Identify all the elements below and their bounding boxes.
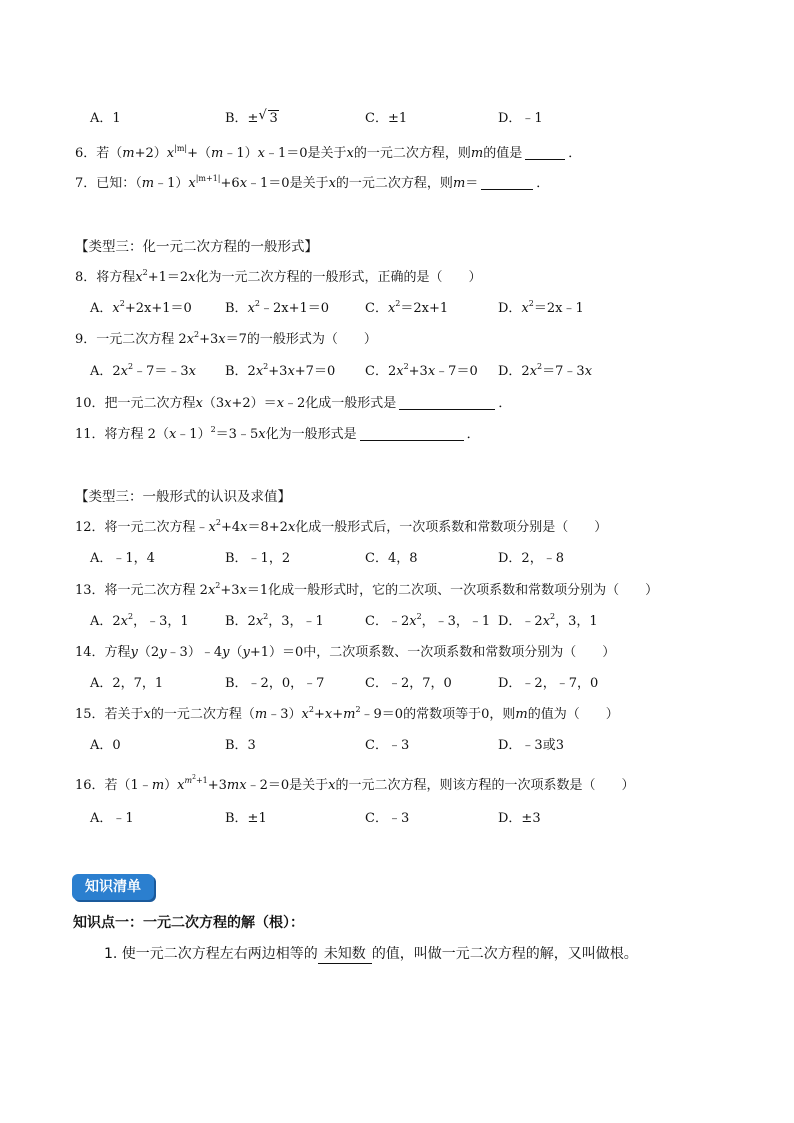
var-x: x [168,427,177,442]
var-x: x [239,176,248,191]
q5-option-d[interactable]: D．﹣1 [498,111,543,126]
q6-text: +（ [187,146,212,161]
q15-option-b[interactable]: B．3 [225,738,256,753]
var-y: y [159,645,167,660]
q11-answer-blank[interactable] [360,426,464,441]
kp-text: 的值，叫做一元二次方程的解，又叫做根。 [371,946,638,962]
q5-option-a[interactable]: A．1 [90,111,121,126]
q12-option-c[interactable]: C．4，8 [365,551,418,566]
knowledge-point-title: 知识点一：一元二次方程的解（根）： [73,915,304,931]
var-x: x [387,301,396,316]
var-x: x [287,520,296,535]
q6-text: ． [568,146,582,161]
option-text: ，﹣3，1 [133,614,189,629]
var-mx: mx [226,778,247,793]
exponent: 2 [215,518,221,527]
q11-text: ＝3﹣5 [215,427,259,442]
q16-text: ﹣2＝0是关于 [246,778,329,793]
option-text: +3 [408,364,428,379]
q14-text: （ [229,645,243,660]
option-text: ＝2x﹣1 [533,301,584,316]
q14-option-a[interactable]: A．2，7，1 [90,676,164,691]
section-heading [0,487,794,507]
q16-text: 的一元二次方程，则该方程的一次项系数是（ ） [335,778,635,793]
q9-option-a[interactable] [90,362,196,382]
var-x: x [188,176,196,191]
question-13 [0,581,794,601]
var-x: x [584,364,593,379]
question-10 [0,394,794,414]
q12-text: +4 [220,520,241,535]
q12-options [0,549,794,569]
exponent: 2 [416,612,422,621]
var-x: x [521,301,529,316]
var-x: x [328,176,336,191]
var-x: x [135,270,143,285]
q15-text: + [332,707,344,722]
exponent: 2 [537,362,543,371]
q5-option-b[interactable] [225,109,279,129]
q9-option-c[interactable] [365,362,478,382]
q14-option-d[interactable]: D．﹣2，﹣7，0 [498,676,599,691]
q13-text: ＝1化成一般形式时，它的二次项、一次项系数和常数项分别为（ ） [246,583,659,598]
exponent: 2 [528,299,534,308]
q8-option-d[interactable] [498,299,584,319]
var-x: x [255,364,264,379]
q5-option-b-label: B．± [225,111,259,126]
var-x: x [247,301,255,316]
q14-option-c[interactable]: C．﹣2，7，0 [365,676,452,691]
q14-text: 14．方程 [75,645,131,660]
exponent: 2 [192,774,196,781]
var-x: x [188,270,196,285]
question-11 [0,425,794,445]
option-label: C．2 [365,364,397,379]
sqrt-symbol [258,109,278,129]
option-label: D． [498,301,522,316]
q8-text: 化为一元二次方程的一般形式，正确的是（ ） [195,270,482,285]
question-15 [0,705,794,725]
exponent: 2 [308,705,314,714]
var-x: x [257,146,265,161]
var-x: x [409,614,417,629]
q10-text: ． [498,396,512,411]
var-x: x [255,614,264,629]
option-text: ＝2x+1 [400,301,449,316]
option-text: +7＝0 [294,364,336,379]
exponent: 2 [403,362,409,371]
var-x: x [542,614,551,629]
exponent: 2 [142,268,148,277]
q6-exponent: |m| [174,144,188,153]
exponent: 2 [128,612,134,621]
q15-option-c[interactable]: C．﹣3 [365,738,410,753]
q12-text: 12．将一元二次方程﹣ [75,520,209,535]
q12-option-d[interactable]: D．2，﹣8 [498,551,564,566]
option-label: B． [225,301,248,316]
q7-text: ． [536,176,550,191]
q9-option-d[interactable] [498,362,592,382]
q16-options [0,809,794,829]
q14-text: （2 [137,645,160,660]
option-label: B．2 [225,364,256,379]
q6-answer-blank[interactable] [525,145,565,160]
var-x: x [120,364,129,379]
option-text: ，﹣3，﹣1 [421,614,491,629]
q5-option-c[interactable]: C．±1 [365,111,408,126]
question-12 [0,518,794,538]
q6-text: ﹣1＝0是关于 [264,146,347,161]
q8-options [0,299,794,319]
var-x: x [287,364,295,379]
option-text: ﹣7＝0 [435,364,478,379]
q8-option-b[interactable] [225,299,329,319]
section-title: 【类型三：化一元二次方程的一般形式】 [75,239,318,255]
knowledge-point-item [104,943,638,964]
q8-text: +1＝2 [147,270,189,285]
var-x: x [143,707,151,722]
q10-text: +2）＝ [231,396,277,411]
exponent: 2 [128,362,134,371]
q8-text: 8．将方程 [75,270,136,285]
exponent: +1 [195,776,208,785]
q16-option-c[interactable]: C．﹣3 [365,811,410,826]
q11-text: ． [466,427,480,442]
q5-options [0,109,794,129]
q15-text: 的值为（ ） [527,707,619,722]
kp-answer: 未知数 [318,943,372,964]
q9-options [0,362,794,382]
var-x: x [208,520,216,535]
option-label: C．﹣2 [365,614,410,629]
q14-option-b[interactable]: B．﹣2，0，﹣7 [225,676,325,691]
q7-text: ﹣1） [154,176,189,191]
q16-text: 16．若（1﹣ [75,778,152,793]
var-x: x [207,583,216,598]
q16-text: ） [164,778,178,793]
question-16 [0,776,794,796]
q10-text: ﹣2化成一般形式是 [284,396,397,411]
q16-option-a[interactable]: A．﹣1 [90,811,134,826]
q7-answer-blank[interactable] [481,175,533,190]
var-x: x [224,396,232,411]
question-9 [0,330,794,350]
var-x: x [396,364,404,379]
option-label: D．2 [498,364,530,379]
var-m: m [141,176,155,191]
option-text: +3 [268,364,288,379]
option-label: D．﹣2 [498,614,543,629]
section-heading [0,237,794,257]
q12-option-a[interactable]: A．﹣1，4 [90,551,155,566]
q16-exponent [185,776,208,785]
var-y: y [242,645,250,660]
option-text: ＝7﹣3 [542,364,585,379]
var-m: m [452,176,466,191]
q15-option-d[interactable]: D．﹣3或3 [498,738,564,753]
q16-option-d[interactable]: D．±3 [498,811,541,826]
exponent: 2 [395,299,401,308]
var-x: x [276,396,285,411]
var-x: x [239,583,247,598]
q13-option-d[interactable] [498,612,598,632]
var-m: m [211,146,224,161]
var-x: x [188,364,196,379]
var-x: x [346,146,354,161]
q12-text: 化成一般形式后，一次项系数和常数项分别是（ ） [295,520,608,535]
q9-text: ＝7的一般形式为（ ） [225,332,377,347]
var-m: m [184,776,193,785]
option-label: A．2 [90,614,121,629]
var-x: x [301,707,309,722]
var-m: m [470,146,484,161]
q15-options [0,736,794,756]
exponent: 2 [194,330,200,339]
exponent: 2 [263,362,269,371]
option-label: A．2 [90,364,121,379]
q11-text: 11．将方程 2（ [75,427,169,442]
q14-text: +1）＝0中，二次项系数、一次项系数和常数项分别为（ ） [249,645,616,660]
var-x: x [328,778,336,793]
var-x: x [324,707,333,722]
question-6 [0,144,794,164]
exponent: 2 [550,612,556,621]
q15-text: 15．若关于 [75,707,144,722]
var-y: y [222,645,230,660]
q12-option-b[interactable]: B．﹣1，2 [225,551,291,566]
question-14 [0,643,794,663]
option-text: ，3，﹣1 [268,614,324,629]
q15-text: 的一元二次方程（ [150,707,255,722]
q7-exponent: |m+1| [195,174,221,183]
var-x: x [166,146,175,161]
q9-text: +3 [199,332,219,347]
q10-text: 10．把一元二次方程 [75,396,196,411]
exponent: 2 [254,299,260,308]
radicand: 3 [269,111,278,126]
q11-text: ﹣1） [176,427,211,442]
exponent: 2 [210,425,216,434]
exponent: 2 [355,705,361,714]
option-text: ﹣7＝﹣3 [133,364,189,379]
option-text: ﹣2x+1＝0 [260,301,330,316]
q13-text: 13．将一元二次方程 2 [75,583,208,598]
knowledge-badge [72,874,154,900]
var-x: x [177,778,185,793]
q16-option-b[interactable]: B．±1 [225,811,267,826]
q7-text: 7．已知：（ [75,176,142,191]
q9-option-b[interactable] [225,362,335,382]
q14-text: ﹣3）﹣4 [166,645,223,660]
var-m: m [515,707,528,722]
q10-answer-blank[interactable] [399,395,495,410]
var-x: x [258,427,266,442]
q15-option-a[interactable]: A．0 [90,738,121,753]
q10-text: （3 [202,396,225,411]
q6-text: ﹣1） [223,146,258,161]
radical-sign-icon: √ [258,108,267,123]
var-m: m [343,707,356,722]
exponent: 2 [119,299,125,308]
var-x: x [120,614,129,629]
q13-option-c[interactable] [365,612,490,632]
q15-text: ﹣9＝0的常数项等于0，则 [360,707,516,722]
var-x: x [186,332,195,347]
section-title: 【类型三：一般形式的认识及求值】 [75,489,291,505]
q8-option-c[interactable] [365,299,448,319]
var-m: m [254,707,268,722]
var-x: x [427,364,436,379]
var-x: x [529,364,538,379]
q7-text: ﹣1＝0是关于 [247,176,329,191]
var-m: m [151,778,165,793]
q11-text: 化为一般形式是 [265,427,357,442]
option-text: +2x+1＝0 [124,301,192,316]
q15-text: ﹣3） [267,707,302,722]
q13-text: +3 [220,583,240,598]
q7-text: +6 [220,176,240,191]
q6-text: 的一元二次方程，则 [353,146,471,161]
q6-text: +2） [134,146,167,161]
var-x: x [112,301,120,316]
var-x: x [195,396,203,411]
q6-text: 6．若（ [75,146,123,161]
q14-options [0,674,794,694]
var-x: x [218,332,226,347]
q13-option-a[interactable] [90,612,189,632]
q16-text: +3 [207,778,227,793]
q15-text: + [313,707,325,722]
option-label: A． [90,301,113,316]
option-label: C． [365,301,388,316]
q13-option-b[interactable] [225,612,324,632]
q6-text: 的值是 [483,146,523,161]
q13-options [0,612,794,632]
option-label: B．2 [225,614,256,629]
q12-text: ＝8+2 [247,520,288,535]
question-7 [0,174,794,194]
var-x: x [240,520,248,535]
q7-text: 的一元二次方程，则 [335,176,453,191]
kp-text: 1. 使一元二次方程左右两边相等的 [104,946,318,962]
q7-text: ＝ [465,176,479,191]
question-8 [0,268,794,288]
badge-label: 知识清单 [85,879,141,895]
option-text: ，3，1 [555,614,598,629]
exponent: 2 [263,612,269,621]
var-y: y [130,645,138,660]
q9-text: 9．一元二次方程 2 [75,332,187,347]
exponent: 2 [215,581,221,590]
var-m: m [122,146,135,161]
q8-option-a[interactable] [90,299,192,319]
